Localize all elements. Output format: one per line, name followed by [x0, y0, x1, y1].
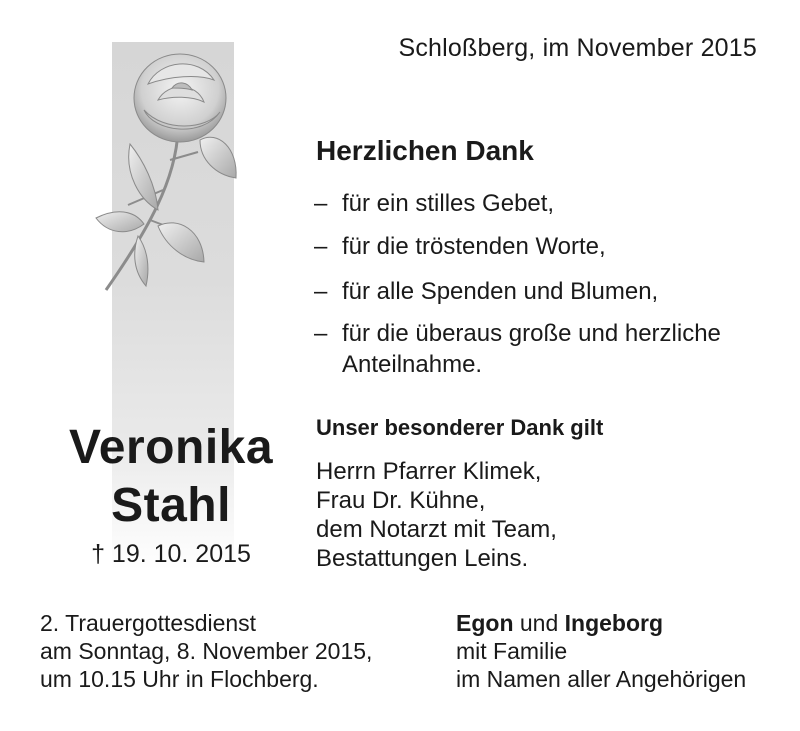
- signature-names: [456, 610, 663, 637]
- thanks-item: [314, 188, 554, 219]
- thanks-item-text: für alle Spenden und Blumen,: [342, 278, 659, 305]
- special-thanks-heading: Unser besonderer Dank gilt: [316, 415, 604, 440]
- thanks-item-continuation: Anteilnahme.: [342, 351, 483, 378]
- thanks-item: [314, 318, 721, 380]
- service-line: am Sonntag, 8. November 2015,: [40, 638, 373, 664]
- deceased-last-name: Stahl: [111, 479, 231, 532]
- recipient: Bestattungen Leins.: [316, 545, 529, 572]
- rose-icon: [88, 40, 258, 300]
- signer-connector: und: [519, 610, 559, 636]
- deceased-first-name: Veronika: [68, 421, 274, 474]
- thanks-heading: Herzlichen Dank: [316, 135, 534, 166]
- recipient: dem Notarzt mit Team,: [316, 516, 557, 543]
- thanks-item: [314, 276, 658, 307]
- service-line: 2. Trauergottesdienst: [40, 610, 257, 636]
- dash: –: [314, 320, 328, 347]
- thanks-item-text: für die tröstenden Worte,: [342, 233, 606, 260]
- signature-line: mit Familie: [456, 638, 568, 664]
- signer-name: Egon: [456, 610, 514, 636]
- recipient: Frau Dr. Kühne,: [316, 487, 486, 514]
- dash: –: [314, 233, 328, 260]
- signature-line: im Namen aller Angehörigen: [456, 666, 747, 692]
- dash: –: [314, 278, 328, 305]
- death-date: † 19. 10. 2015: [91, 540, 251, 568]
- thanks-item-text: für die überaus große und herzliche: [342, 320, 721, 347]
- recipient: Herrn Pfarrer Klimek,: [316, 458, 542, 485]
- place-date: Schloßberg, im November 2015: [398, 34, 757, 62]
- dash: –: [314, 190, 328, 217]
- signer-name: Ingeborg: [564, 610, 664, 636]
- thanks-item: [314, 231, 606, 262]
- service-line: um 10.15 Uhr in Flochberg.: [40, 666, 319, 692]
- thanks-item-text: für ein stilles Gebet,: [342, 190, 555, 217]
